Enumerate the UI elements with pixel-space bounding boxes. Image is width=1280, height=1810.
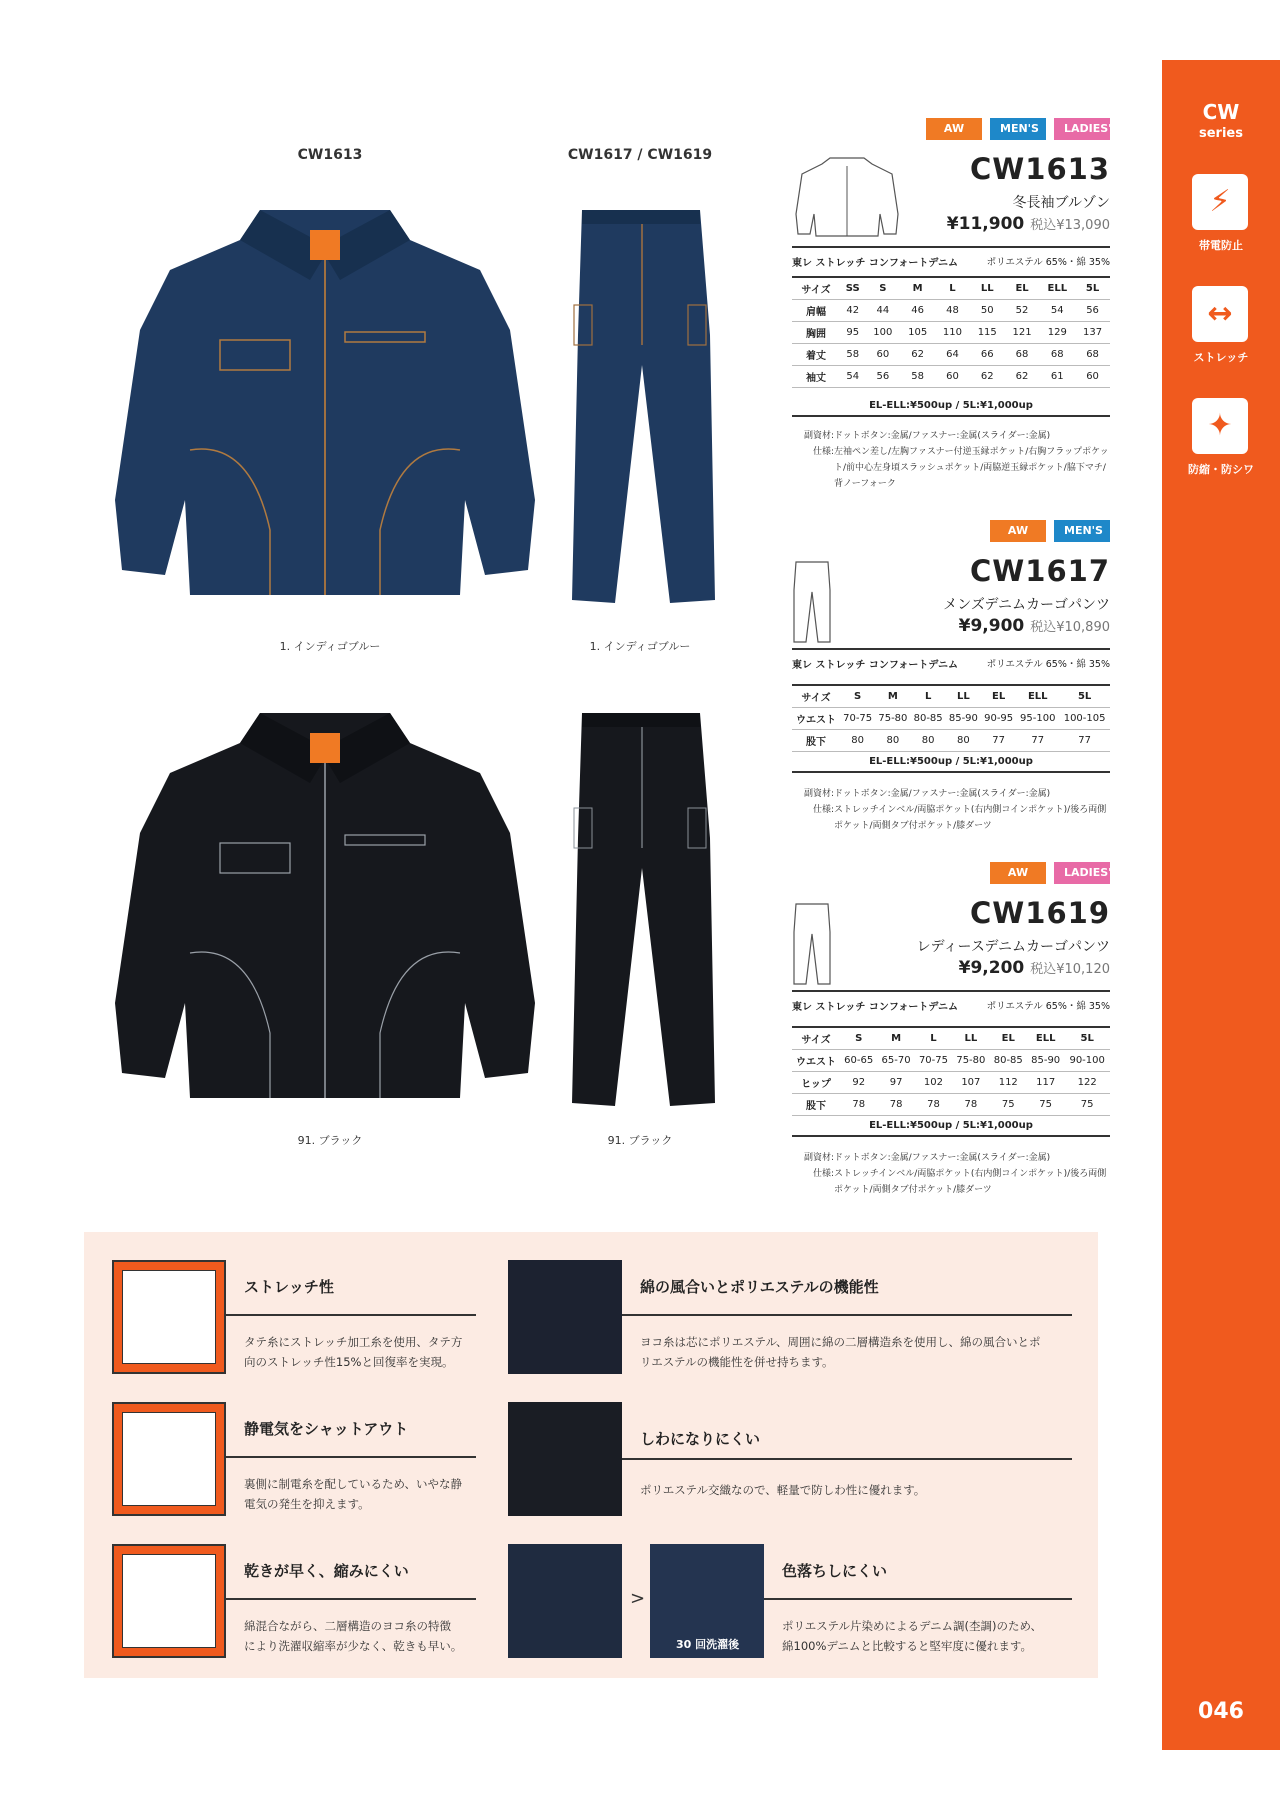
fabric-composition: ポリエステル 65%・綿 35%: [986, 659, 1110, 670]
price-with-tax: 税込¥10,890: [1030, 620, 1110, 635]
pants-indigo-caption: 1. インディゴブルー: [589, 640, 691, 653]
product-price: [947, 214, 1110, 234]
size-cell: サイズ: [792, 277, 840, 299]
size-cell: EL: [1005, 277, 1040, 299]
feature-title: 乾きが早く、縮みにくい: [244, 1562, 409, 1580]
size-cell: 48: [935, 299, 970, 321]
size-cell: 50: [970, 299, 1005, 321]
pants-caption: CW1617 / CW1619: [567, 147, 713, 163]
size-cell: 58: [840, 343, 865, 365]
feature-text-line: 裏側に制電糸を配しているため、いやな静: [244, 1477, 463, 1491]
size-cell: 62: [900, 343, 935, 365]
size-cell: 60: [1075, 365, 1110, 387]
size-cell: 122: [1064, 1071, 1110, 1093]
badge-mens: MEN'S: [990, 118, 1046, 140]
size-cell: S: [840, 1027, 877, 1049]
size-cell: 60: [865, 343, 900, 365]
size-cell: LL: [970, 277, 1005, 299]
product-code: CW1617: [970, 554, 1110, 588]
size-cell: 77: [1016, 729, 1059, 751]
size-cell: 110: [935, 321, 970, 343]
feature-text-line: 向のストレッチ性15%と回復率を実現。: [244, 1355, 454, 1369]
size-cell: EL: [990, 1027, 1027, 1049]
size-cell: L: [915, 1027, 952, 1049]
fabric-line: [792, 648, 1110, 671]
size-cell: M: [877, 1027, 914, 1049]
spec-key: 副資材:: [803, 431, 834, 441]
size-cell: 85-90: [1027, 1049, 1064, 1071]
size-cell: S: [840, 685, 875, 707]
fabric-name: 東レ ストレッチ コンフォートデニム: [792, 660, 958, 671]
size-row: [792, 299, 1110, 321]
size-cell: 54: [840, 365, 865, 387]
size-cell: 105: [900, 321, 935, 343]
size-cell: 60-65: [840, 1049, 877, 1071]
feature-divider: [622, 1314, 1072, 1316]
size-cell: M: [900, 277, 935, 299]
pants-indigo-photo: [560, 205, 720, 605]
feature-text-line: ポリエステル片染めによるデニム調(杢調)のため、: [782, 1619, 1043, 1633]
badge-ladies: LADIES': [1054, 118, 1110, 140]
product-name: 冬長袖ブルゾン: [1012, 195, 1110, 211]
zipper-after-wash-image: [650, 1544, 764, 1658]
product-code: CW1619: [970, 896, 1110, 930]
size-cell: 66: [970, 343, 1005, 365]
feature-text-line: ポリエステル交織なので、軽量で防しわ性に優れます。: [640, 1483, 926, 1497]
size-cell: 100-105: [1059, 707, 1110, 729]
feature-text-line: タテ糸にストレッチ加工糸を使用、タテ方: [244, 1335, 463, 1349]
size-extra-charge: EL-ELL:¥500up / 5L:¥1,000up: [792, 400, 1110, 417]
feature-text-line: 綿100%デニムと比較すると堅牢度に優れます。: [782, 1639, 1032, 1653]
size-cell: 90-95: [981, 707, 1016, 729]
jacket-sketch: [792, 154, 902, 238]
jacket-caption: CW1613: [297, 147, 363, 163]
size-extra-charge: EL-ELL:¥500up / 5L:¥1,000up: [792, 756, 1110, 773]
size-cell: サイズ: [792, 685, 840, 707]
size-row: [792, 321, 1110, 343]
size-cell: 78: [915, 1093, 952, 1115]
size-cell: 股下: [792, 1093, 840, 1115]
size-cell: 78: [840, 1093, 877, 1115]
badge-group: [990, 862, 1110, 884]
size-row: [792, 1049, 1110, 1071]
hanging-jacket-icon: [112, 1544, 226, 1658]
product-code: CW1613: [970, 152, 1110, 186]
spec-value: ドットボタン:金属/ファスナー:金属(スライダー:金属): [834, 1153, 1051, 1163]
size-cell: 80: [911, 729, 946, 751]
feature-divider: [622, 1458, 1072, 1460]
spec-value: ストレッチインベル/両脇ポケット(右内側コインポケット)/後ろ両側ポケット/両側タブ付ポケット/膝ダーツ: [834, 1169, 1107, 1195]
jacket-black-photo: [110, 703, 540, 1108]
price-with-tax: 税込¥13,090: [1030, 218, 1110, 233]
series-sidebar: [1162, 60, 1280, 1750]
badge-aw: AW: [990, 520, 1046, 542]
feature-divider: [226, 1598, 476, 1600]
size-cell: 78: [877, 1093, 914, 1115]
spec-value: 左袖ペン差し/左胸ファスナー付逆玉縁ポケット/右胸フラップポケット/前中心左身頃スラッシュポケット/両脇逆玉縁ポケット/脇下マチ/背ノーフォーク: [834, 447, 1109, 489]
feature-divider: [226, 1456, 476, 1458]
fabric-composition: ポリエステル 65%・綿 35%: [986, 1001, 1110, 1012]
spec-key: 仕様:: [812, 447, 834, 457]
feature-text-line: リエステルの機能性を併せ持ちます。: [640, 1355, 834, 1369]
size-cell: 85-90: [946, 707, 981, 729]
jacket-black-caption: 91. ブラック: [297, 1134, 363, 1147]
size-cell: 肩幅: [792, 299, 840, 321]
size-cell: S: [865, 277, 900, 299]
stretch-arm-icon: [112, 1260, 226, 1374]
pants-sketch: [792, 902, 832, 986]
size-cell: L: [911, 685, 946, 707]
size-cell: ELL: [1016, 685, 1059, 707]
feature-title: しわになりにくい: [640, 1430, 761, 1448]
feature-title: 綿の風合いとポリエステルの機能性: [640, 1278, 879, 1296]
size-cell: 75-80: [952, 1049, 989, 1071]
size-cell: LL: [946, 685, 981, 707]
size-row: [792, 1093, 1110, 1115]
size-cell: 68: [1039, 343, 1075, 365]
size-cell: 77: [981, 729, 1016, 751]
size-cell: 90-100: [1064, 1049, 1110, 1071]
feature-text: [244, 1616, 462, 1656]
product-cw1619: [792, 862, 1110, 1202]
spec-row: [792, 786, 1110, 802]
size-cell: 75: [1064, 1093, 1110, 1115]
feature-text-line: ヨコ糸は芯にポリエステル、周囲に綿の二層構造糸を使用し、綿の風合いとポ: [640, 1335, 1041, 1349]
spec-value: ドットボタン:金属/ファスナー:金属(スライダー:金属): [834, 431, 1051, 441]
fabric-swatch-image: [508, 1260, 622, 1374]
size-cell: 着丈: [792, 343, 840, 365]
size-cell: 92: [840, 1071, 877, 1093]
jacket-indigo-photo: [110, 200, 540, 610]
size-row: [792, 707, 1110, 729]
spec-row: [792, 1150, 1110, 1166]
size-cell: 112: [990, 1071, 1027, 1093]
size-cell: 61: [1039, 365, 1075, 387]
price-value: ¥9,200: [958, 958, 1025, 978]
size-cell: 5L: [1064, 1027, 1110, 1049]
size-cell: 54: [1039, 299, 1075, 321]
size-cell: 102: [915, 1071, 952, 1093]
size-cell: 62: [970, 365, 1005, 387]
size-cell: 137: [1075, 321, 1110, 343]
badge-group: [990, 520, 1110, 542]
stretch-arrows-icon: ↔: [1192, 286, 1248, 342]
fabric-composition: ポリエステル 65%・綿 35%: [986, 257, 1110, 268]
size-cell: 75-80: [875, 707, 910, 729]
feature-title: 静電気をシャットアウト: [244, 1420, 409, 1438]
size-cell: 5L: [1059, 685, 1110, 707]
zipper-before-image: [508, 1544, 622, 1658]
size-cell: 107: [952, 1071, 989, 1093]
fabric-line: [792, 990, 1110, 1013]
spec-row: [792, 428, 1110, 444]
size-cell: 100: [865, 321, 900, 343]
feature-text: [244, 1332, 462, 1372]
feature-text: [782, 1616, 1042, 1656]
product-name: メンズデニムカーゴパンツ: [943, 597, 1110, 613]
size-header-row: [792, 685, 1110, 707]
feature-divider: [226, 1314, 476, 1316]
feature-text: [640, 1480, 925, 1500]
size-cell: 44: [865, 299, 900, 321]
spec-key: 仕様:: [812, 805, 834, 815]
size-cell: 胸囲: [792, 321, 840, 343]
size-cell: 80: [946, 729, 981, 751]
spec-key: 副資材:: [803, 789, 834, 799]
size-cell: 75: [990, 1093, 1027, 1115]
size-cell: 62: [1005, 365, 1040, 387]
size-table: [792, 684, 1110, 752]
spec-row: [792, 1166, 1110, 1198]
fabric-name: 東レ ストレッチ コンフォートデニム: [792, 1002, 958, 1013]
price-with-tax: 税込¥10,120: [1030, 962, 1110, 977]
price-value: ¥9,900: [958, 616, 1025, 636]
size-cell: EL: [981, 685, 1016, 707]
fabric-name: 東レ ストレッチ コンフォートデニム: [792, 258, 958, 269]
lightning-icon: ⚡: [1192, 174, 1248, 230]
size-cell: 77: [1059, 729, 1110, 751]
price-value: ¥11,900: [946, 214, 1025, 234]
spec-notes: [792, 1150, 1110, 1198]
size-header-row: [792, 277, 1110, 299]
badge-aw: AW: [926, 118, 982, 140]
feature-title: 色落ちしにくい: [782, 1562, 888, 1580]
wash-caption: 30 回洗濯後: [676, 1638, 740, 1651]
series-title: CW: [1202, 100, 1240, 124]
spec-value: ストレッチインベル/両脇ポケット(右内側コインポケット)/後ろ両側ポケット/両側タブ付ポケット/膝ダーツ: [834, 805, 1107, 831]
chevron-right-icon: >: [630, 1588, 646, 1609]
size-cell: ウエスト: [792, 707, 840, 729]
size-cell: SS: [840, 277, 865, 299]
product-price: [959, 616, 1110, 636]
size-row: [792, 1071, 1110, 1093]
feature-title: ストレッチ性: [244, 1278, 334, 1296]
size-cell: 121: [1005, 321, 1040, 343]
feature-text: [640, 1332, 1041, 1372]
badge-group: [926, 118, 1110, 140]
size-cell: M: [875, 685, 910, 707]
size-extra-charge: EL-ELL:¥500up / 5L:¥1,000up: [792, 1120, 1110, 1137]
size-cell: LL: [952, 1027, 989, 1049]
antistatic-label: 帯電防止: [1199, 239, 1243, 252]
badge-ladies: LADIES': [1054, 862, 1110, 884]
feature-divider: [764, 1598, 1072, 1600]
size-cell: 95: [840, 321, 865, 343]
size-cell: 70-75: [915, 1049, 952, 1071]
badge-aw: AW: [990, 862, 1046, 884]
size-cell: 80: [840, 729, 875, 751]
feature-text: [244, 1474, 462, 1514]
spec-key: 副資材:: [803, 1153, 834, 1163]
size-cell: 42: [840, 299, 865, 321]
fabric-closeup-image: [508, 1402, 622, 1516]
size-cell: 115: [970, 321, 1005, 343]
spec-row: [792, 802, 1110, 834]
features-panel: [84, 1232, 1098, 1678]
size-cell: 80: [875, 729, 910, 751]
size-table: [792, 276, 1110, 388]
stretch-label: ストレッチ: [1193, 351, 1249, 364]
size-cell: 68: [1075, 343, 1110, 365]
size-cell: 78: [952, 1093, 989, 1115]
size-cell: 46: [900, 299, 935, 321]
size-cell: 70-75: [840, 707, 875, 729]
size-row: [792, 343, 1110, 365]
size-cell: 52: [1005, 299, 1040, 321]
size-cell: ウエスト: [792, 1049, 840, 1071]
fabric-line: [792, 246, 1110, 269]
size-cell: 80-85: [990, 1049, 1027, 1071]
spec-row: [792, 444, 1110, 492]
size-cell: L: [935, 277, 970, 299]
pants-black-photo: [560, 708, 720, 1108]
size-row: [792, 729, 1110, 751]
size-cell: ヒップ: [792, 1071, 840, 1093]
jacket-indigo-caption: 1. インディゴブルー: [279, 640, 381, 653]
size-cell: 65-70: [877, 1049, 914, 1071]
page-number: 046: [1198, 1699, 1244, 1724]
size-table: [792, 1026, 1110, 1116]
size-cell: 129: [1039, 321, 1075, 343]
size-cell: 60: [935, 365, 970, 387]
series-subtitle: series: [1199, 126, 1243, 141]
spec-notes: [792, 786, 1110, 834]
size-cell: サイズ: [792, 1027, 840, 1049]
pants-sketch: [792, 560, 832, 644]
spec-value: ドットボタン:金属/ファスナー:金属(スライダー:金属): [834, 789, 1051, 799]
size-cell: ELL: [1039, 277, 1075, 299]
shrink-wrinkle-label: 防縮・防シワ: [1188, 463, 1254, 476]
size-cell: ELL: [1027, 1027, 1064, 1049]
size-header-row: [792, 1027, 1110, 1049]
spec-key: 仕様:: [812, 1169, 834, 1179]
product-cw1613: [792, 118, 1110, 498]
size-cell: 75: [1027, 1093, 1064, 1115]
size-cell: 97: [877, 1071, 914, 1093]
size-cell: 68: [1005, 343, 1040, 365]
size-cell: 64: [935, 343, 970, 365]
static-shock-icon: [112, 1402, 226, 1516]
size-cell: 80-85: [911, 707, 946, 729]
size-cell: 58: [900, 365, 935, 387]
size-row: [792, 365, 1110, 387]
badge-mens: MEN'S: [1054, 520, 1110, 542]
size-cell: 袖丈: [792, 365, 840, 387]
size-cell: 56: [1075, 299, 1110, 321]
size-cell: 股下: [792, 729, 840, 751]
size-cell: 95-100: [1016, 707, 1059, 729]
product-cw1617: [792, 520, 1110, 840]
size-cell: 117: [1027, 1071, 1064, 1093]
size-cell: 56: [865, 365, 900, 387]
size-cell: 5L: [1075, 277, 1110, 299]
sparkle-icon: ✦: [1192, 398, 1248, 454]
feature-text-line: 電気の発生を抑えます。: [244, 1497, 370, 1511]
feature-text-line: により洗濯収縮率が少なく、乾きも早い。: [244, 1639, 463, 1653]
pants-black-caption: 91. ブラック: [607, 1134, 673, 1147]
product-name: レディースデニムカーゴパンツ: [916, 939, 1110, 955]
feature-text-line: 綿混合ながら、二層構造のヨコ糸の特徴: [244, 1619, 451, 1633]
spec-notes: [792, 428, 1110, 492]
product-price: [959, 958, 1110, 978]
